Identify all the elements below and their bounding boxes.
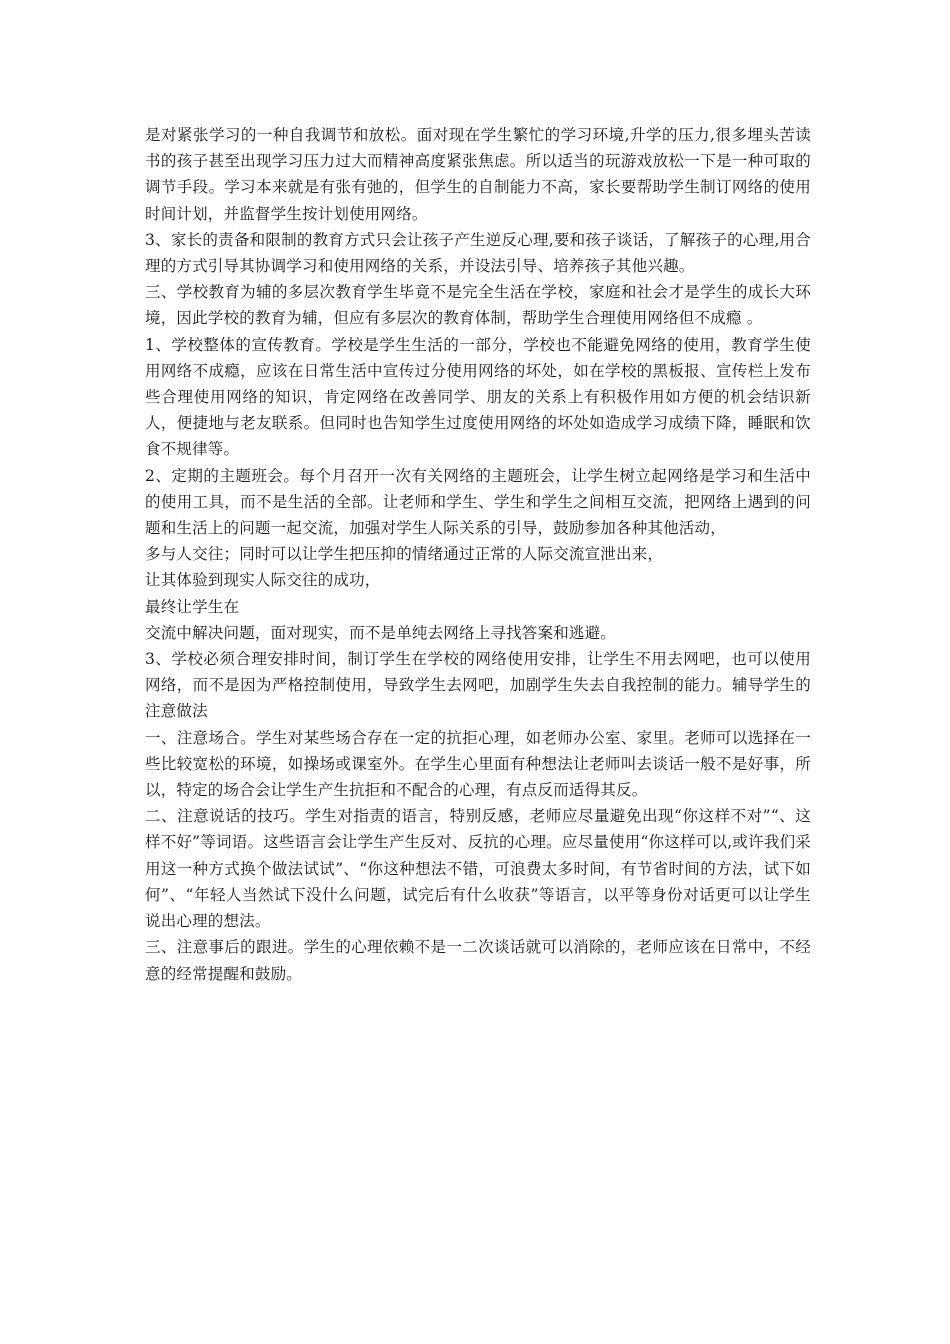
- paragraph: 三、注意事后的跟进。学生的心理依赖不是一二次谈话就可以消除的，老师应该在日常中，不经意的经常提醒和鼓励。: [145, 938, 811, 983]
- paragraph: 2、定期的主题班会。每个月召开一次有关网络的主题班会，让学生树立起网络是学习和生活中的使用工具，而不是生活的全部。让老师和学生、学生和学生之间相互交流，把网络上遇到的问题和生活上的问题一起交流，加强对学生人际关系的引导，鼓励参加各种其他活动，: [145, 466, 811, 538]
- paragraph: 3、学校必须合理安排时间，制订学生在学校的网络使用安排，让学生不用去网吧，也可以使用网络，而不是因为严格控制使用，导致学生去网吧，加剧学生失去自我控制的能力。辅导学生的注意做法: [145, 650, 811, 721]
- paragraph: 多与人交往；同时可以让学生把压抑的情绪通过正常的人际交流宣泄出来，: [145, 545, 664, 564]
- paragraph: 3、家长的责备和限制的教育方式只会让孩子产生逆反心理,要和孩子谈话，了解孩子的心理,用合理的方式引导其协调学习和使用网络的关系，并设法引导、培养孩子其他兴趣。: [145, 230, 811, 276]
- paragraph: 三、学校教育为辅的多层次教育学生毕竟不是完全生活在学校，家庭和社会才是学生的成长大环境，因此学校的教育为辅，但应有多层次的教育体制，帮助学生合理使用网络但不成瘾 。: [145, 283, 811, 328]
- paragraph: 最终让学生在: [145, 597, 240, 616]
- paragraph: 二、注意说话的技巧。学生对指责的语言，特别反感，老师应尽量避免出现“你这样不对”“、这样不好”等词语。这些语言会让学生产生反对、反抗的心理。应尽量使用“你这样可以,或许我们采用这一种方式换个做法试试”、“你这种想法不错，可浪费太多时间，有节省时间的方法，试下如何”、“年轻人当然试下没什么问题，试完后有什么收获”等语言，以平等身份对话更可以让学生说出心理的想法。: [145, 807, 811, 931]
- paragraph: 交流中解决问题，面对现实，而不是单纯去网络上寻找答案和逃避。: [145, 623, 617, 642]
- paragraph: 是对紧张学习的一种自我调节和放松。面对现在学生繁忙的学习环境,升学的压力,很多埋头苦读书的孩子甚至出现学习压力过大而精神高度紧张焦虑。所以适当的玩游戏放松一下是一种可取的调节手段。学习本来就是有张有弛的，但学生的自制能力不高，家长要帮助学生制订网络的使用时间计划，并监督学生按计划使用网络。: [145, 126, 811, 223]
- paragraph: 一、注意场合。学生对某些场合存在一定的抗拒心理，如老师办公室、家里。老师可以选择在一些比较宽松的环境，如操场或课室外。在学生心里面有种想法让老师叫去谈话一般不是好事，所以，特定的场合会让学生产生抗拒和不配合的心理，有点反而适得其反。: [145, 728, 811, 800]
- document-body: [145, 122, 811, 987]
- paragraph: 让其体验到现实人际交往的成功，: [145, 571, 381, 590]
- paragraph: 1、学校整体的宣传教育。学校是学生生活的一部分，学校也不能避免网络的使用，教育学生使用网络不成瘾，应该在日常生活中宣传过分使用网络的坏处，如在学校的黑板报、宣传栏上发布些合理使用网络的知识，肯定网络在改善同学、朋友的关系上有积极作用如方便的机会结识新人，便捷地与老友联系。但同时也告知学生过度使用网络的坏处如造成学习成绩下降，睡眠和饮食不规律等。: [145, 335, 811, 459]
